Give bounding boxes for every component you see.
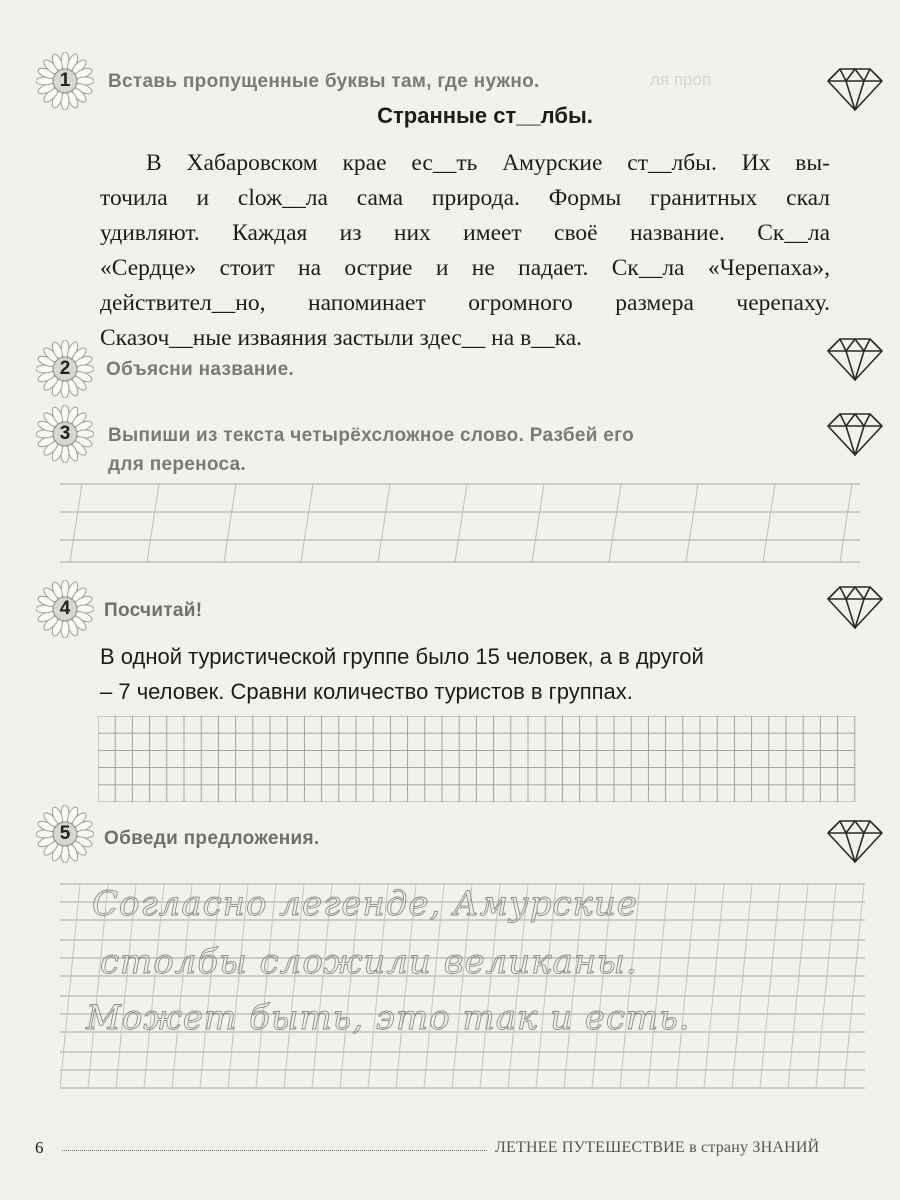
- story-line: В Хабаровском крае ес__ть Амурские ст__лбы. Их вы-: [146, 150, 830, 176]
- task-4-instruction: Посчитай!: [104, 600, 203, 621]
- task-5-number: 5: [59, 823, 71, 844]
- story-line: точила и сlож__ла сама природа. Формы гранитных скал: [100, 185, 830, 211]
- copybook-sentence: Может быть, это так и есть.: [86, 998, 691, 1038]
- diamond-icon: [826, 336, 884, 382]
- story-line: «Сердце» стоит на острие и не падает. Ск__ла «Черепаха»,: [100, 255, 830, 281]
- answer-grid[interactable]: [98, 716, 856, 802]
- task-1-badge: [36, 52, 94, 110]
- problem-line: – 7 человек. Сравни количество туристов в группах.: [100, 679, 633, 704]
- problem-line: В одной туристической группе было 15 человек, а в другой: [100, 644, 704, 669]
- task-3-badge: [36, 405, 94, 463]
- task-2-instruction: Объясни название.: [106, 359, 295, 380]
- diamond-icon: [826, 818, 884, 864]
- copybook-sentence: столбы сложили великаны.: [100, 942, 638, 982]
- story-line: действител__но, напоминает огромного размера черепаху.: [100, 290, 830, 316]
- task-1-number: 1: [59, 70, 71, 91]
- story-title: Странные ст__лбы.: [377, 103, 593, 128]
- task-4-badge: [36, 580, 94, 638]
- task-2-number: 2: [59, 358, 71, 379]
- diamond-icon: [826, 584, 884, 630]
- task-4-number: 4: [59, 598, 71, 619]
- footer-title: ЛЕТНЕЕ ПУТЕШЕСТВИЕ в страну ЗНАНИЙ: [495, 1139, 820, 1156]
- task-3-number: 3: [59, 423, 71, 444]
- diamond-icon: [826, 411, 884, 457]
- copybook-sentence: Согласно легенде, Амурские: [92, 884, 638, 924]
- footer-divider: [62, 1150, 487, 1151]
- task-2-badge: [36, 340, 94, 398]
- task-5-instruction: Обведи предложения.: [104, 828, 320, 849]
- page-number: 6: [35, 1138, 44, 1157]
- task-3-instruction-line2: для переноса.: [108, 454, 247, 475]
- story-line: Сказоч__ные изваяния застыли здес__ на в__ка.: [100, 325, 583, 351]
- story-line: удивляют. Каждая из них имеет своё название. Ск__ла: [100, 220, 830, 246]
- bleed-through-decoration: ля проп: [650, 70, 712, 89]
- task-5-badge: [36, 805, 94, 863]
- task-1-instruction: Вставь пропущенные буквы там, где нужно.: [108, 71, 540, 92]
- task-3-instruction-line1: Выпиши из текста четырёхсложное слово. Разбей его: [108, 425, 635, 446]
- writing-lines[interactable]: [60, 478, 865, 568]
